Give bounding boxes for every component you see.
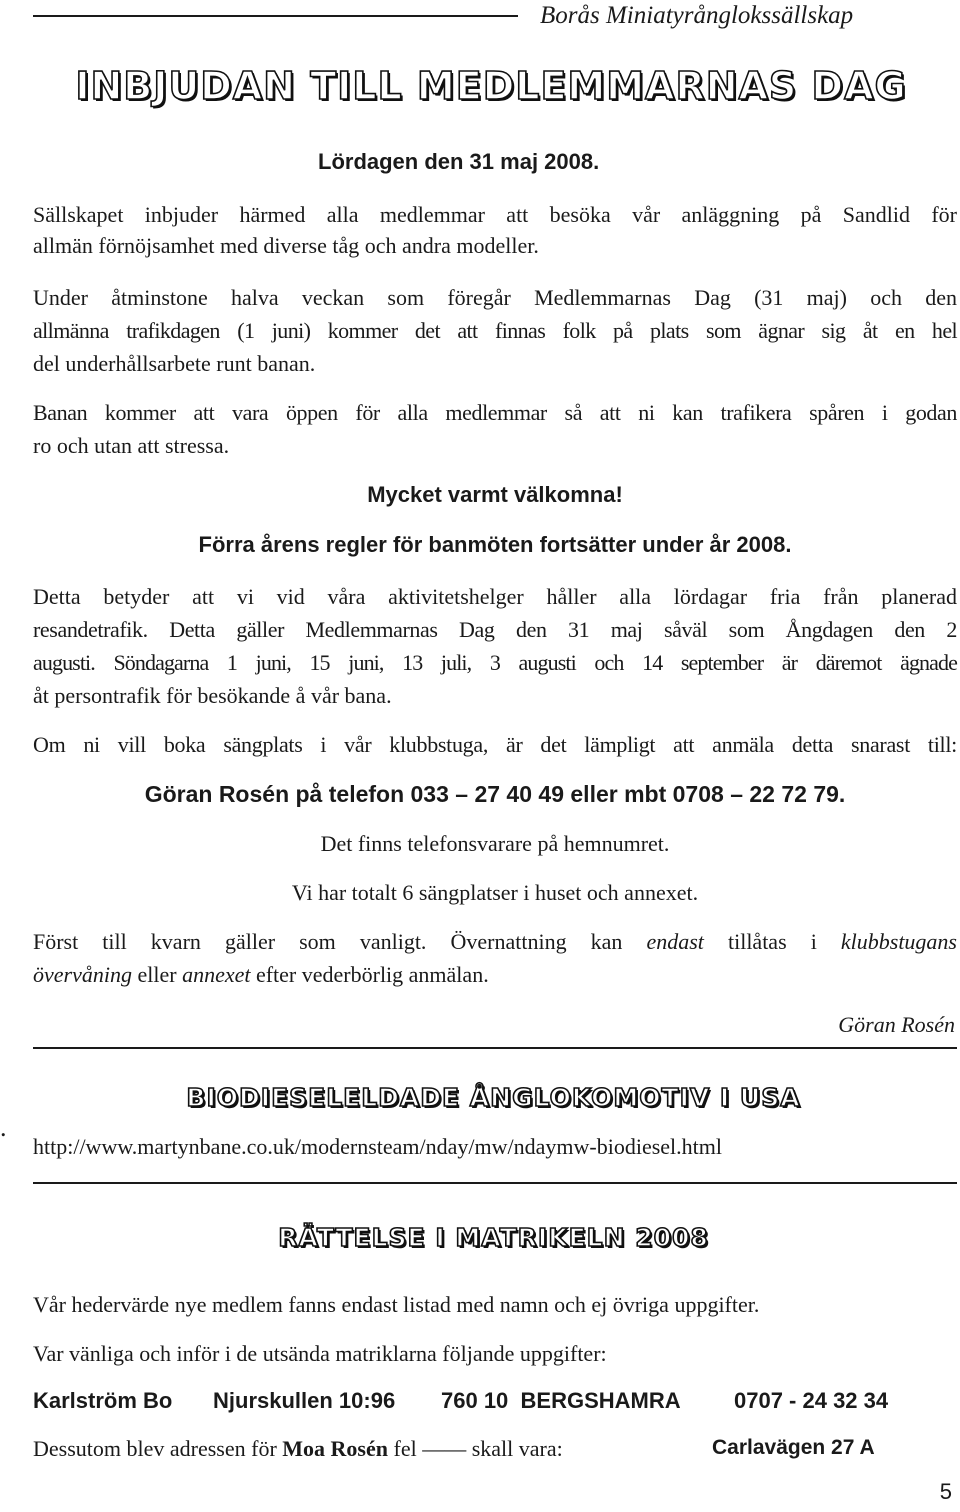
para2-line-2: allmänna trafikdagen (1 juni) kommer det att finnas folk på plats som ägnar sig åt en hel xyxy=(33,318,957,343)
para2-line-1: Under åtminstone halva veckan som föregår Medlemmarnas Dag (31 maj) och den xyxy=(33,285,957,310)
member-city: 760 10 BERGSHAMRA xyxy=(441,1388,681,1413)
para4-line-4: åt persontrafik för besökande å vår bana. xyxy=(33,683,392,708)
para6-text-c: tillåtas i xyxy=(703,929,841,954)
address-value: Carlavägen 27 A xyxy=(712,1436,875,1459)
section-divider-2 xyxy=(33,1182,957,1184)
para6-line-1 xyxy=(33,926,957,958)
para6-text-a: Först till kvarn gäller som vanligt. Övernattning kan xyxy=(33,929,647,954)
signature: Göran Rosén xyxy=(838,1012,955,1037)
para6-emph-klubbstugans: klubbstugans xyxy=(840,929,957,954)
rules-heading: Förra årens regler för banmöten fortsätter under år 2008. xyxy=(198,532,792,557)
society-name: Borås Miniatyrånglokssällskap xyxy=(540,2,854,29)
contact-line: Göran Rosén på telefon 033 – 27 40 49 eller mbt 0708 – 22 72 79. xyxy=(144,781,846,807)
para4-line-1: Detta betyder att vi vid våra aktivitetshelger håller alla lördagar fria från planerad xyxy=(33,584,957,609)
member-street: Njurskullen 10:96 xyxy=(213,1388,396,1413)
biodiesel-link[interactable]: http://www.martynbane.co.uk/modernsteam/nday/mw/ndaymw-biodiesel.html xyxy=(33,1134,722,1159)
address-text-a: Dessutom blev adressen för xyxy=(33,1436,283,1461)
biodiesel-title: BIODIESELELDADE ÅNGLOKOMOTIV I USA xyxy=(186,1083,801,1112)
para6-emph-endast: endast xyxy=(646,929,704,954)
page-title: INBJUDAN TILL MEDLEMMARNAS DAG xyxy=(75,64,907,108)
para4-line-3: augusti. Söndagarna 1 juni, 15 juni, 13 juli, 3 augusti och 14 september är däremot ägnade xyxy=(33,650,957,675)
para6-emph-annexet: annexet xyxy=(182,962,251,987)
address-person: Moa Rosén xyxy=(282,1436,388,1461)
member-phone: 0707 - 24 32 34 xyxy=(734,1388,889,1413)
address-dash: —— xyxy=(422,1436,467,1461)
stray-dot: . xyxy=(0,1113,7,1142)
beds-note: Vi har totalt 6 sängplatser i huset och annexet. xyxy=(291,880,699,905)
member-name: Karlström Bo xyxy=(33,1388,173,1413)
para3-line-1: Banan kommer att vara öppen för alla medlemmar så att ni kan trafikera spåren i godan xyxy=(33,400,957,425)
address-correction-line xyxy=(33,1433,563,1465)
intro-line-1: Sällskapet inbjuder härmed alla medlemmar att besöka vår anläggning på Sandlid för xyxy=(33,202,957,227)
para6-text-f: eller xyxy=(131,962,183,987)
event-date: Lördagen den 31 maj 2008. xyxy=(318,149,600,174)
address-text-c: fel xyxy=(388,1436,423,1461)
para4-line-2: resandetrafik. Detta gäller Medlemmarnas Dag den 31 maj såväl som Ångdagen den 2 xyxy=(33,617,957,642)
para6-line-2 xyxy=(33,959,489,991)
answering-machine-note: Det finns telefonsvarare på hemnumret. xyxy=(320,831,670,856)
correction-text-1: Vår hedervärde nye medlem fanns endast listad med namn och ej övriga uppgifter. xyxy=(33,1292,760,1317)
section-divider-1 xyxy=(33,1047,957,1049)
header-rule xyxy=(33,15,518,17)
para6-text-h: efter vederbörlig anmälan. xyxy=(250,962,489,987)
welcome-text: Mycket varmt välkomna! xyxy=(367,482,623,507)
para6-emph-overvaning: övervåning xyxy=(33,962,132,987)
correction-title: RÄTTELSE I MATRIKELN 2008 xyxy=(278,1223,709,1252)
intro-line-2: allmän förnöjsamhet med diverse tåg och andra modeller. xyxy=(33,233,539,258)
page-number: 5 xyxy=(939,1479,952,1504)
para2-line-3: del underhållsarbete runt banan. xyxy=(33,351,316,376)
address-text-d: skall vara: xyxy=(466,1436,563,1461)
para3-line-2: ro och utan att stressa. xyxy=(33,433,230,458)
booking-text: Om ni vill boka sängplats i vår klubbstuga, är det lämpligt att anmäla detta snarast till: xyxy=(33,732,957,757)
correction-text-2: Var vänliga och inför i de utsända matriklarna följande uppgifter: xyxy=(33,1341,607,1366)
